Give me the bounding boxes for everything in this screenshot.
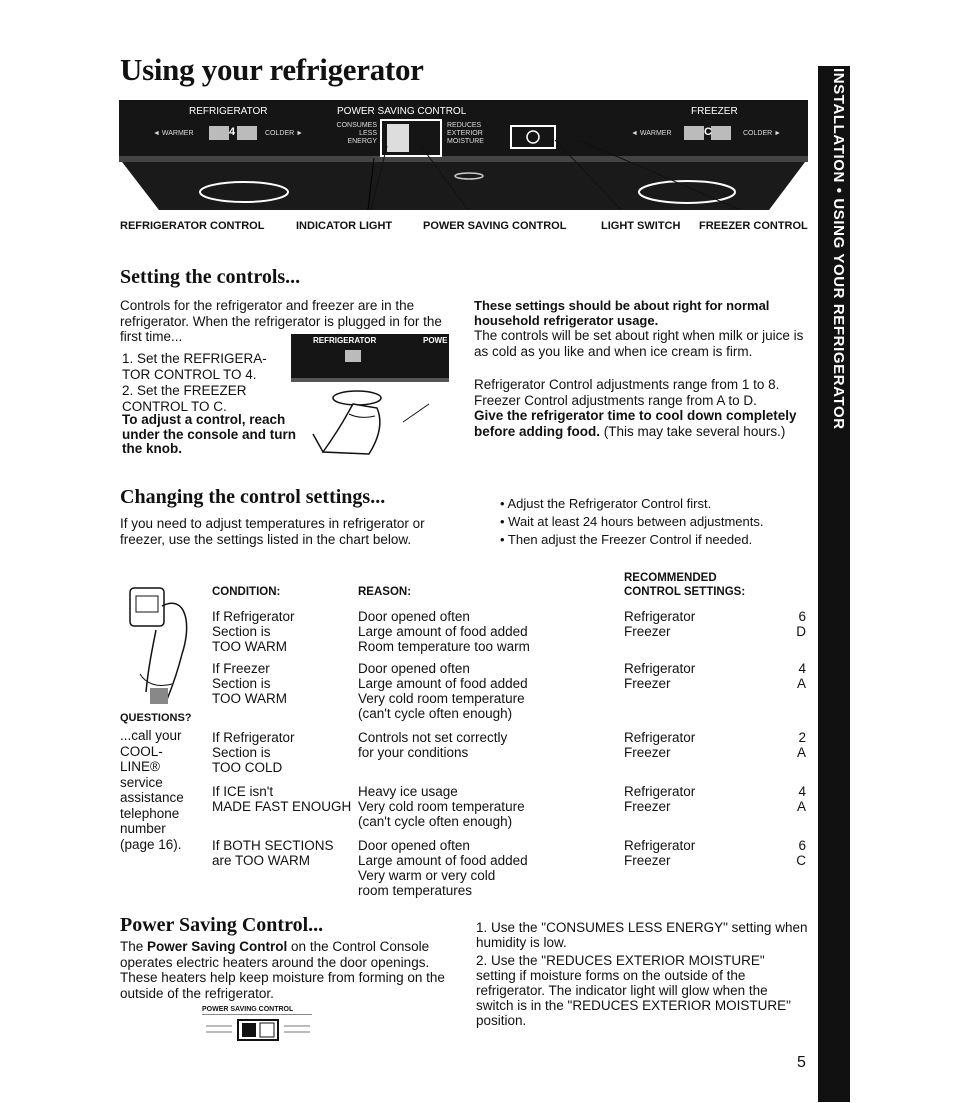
chart-setting-labels <box>624 838 764 868</box>
freezer-colder-label: COLDER ► <box>743 130 782 137</box>
setting-right-p3 <box>474 408 808 439</box>
page-title: Using your refrigerator <box>120 52 424 87</box>
changing-heading: Changing the control settings... <box>120 486 386 508</box>
chart-reason <box>358 838 608 898</box>
chart-condition <box>212 784 352 814</box>
chart-header-reason: REASON: <box>358 586 412 598</box>
fridge-dial-left <box>209 126 229 140</box>
condition-line: If ICE isn't <box>212 784 274 799</box>
reason-line: room temperatures <box>358 883 473 898</box>
chart-condition <box>212 609 352 654</box>
questions-text: ...call your COOL-LINE® service assistance telephone number (page 16). <box>120 728 184 852</box>
power-intro-bold: Power Saving Control <box>147 939 288 954</box>
chart-setting-labels <box>624 784 764 814</box>
telephone-icon <box>126 584 206 710</box>
panel-freezer-label: FREEZER <box>691 106 738 117</box>
chart-setting-values <box>786 784 806 814</box>
chart-setting-labels <box>624 661 764 691</box>
condition-line: If Refrigerator <box>212 730 295 745</box>
power-heading: Power Saving Control... <box>120 914 324 936</box>
condition-line: If Freezer <box>212 661 270 676</box>
setting-label: Refrigerator <box>624 730 696 745</box>
mini-refrigerator-label: REFRIGERATOR <box>313 336 377 345</box>
control-console-illustration <box>119 100 808 210</box>
reason-line: (can't cycle often enough) <box>358 706 513 721</box>
setting-label: Refrigerator <box>624 661 696 676</box>
panel-power-saving-label: POWER SAVING CONTROL <box>337 106 467 117</box>
chart-header-condition: CONDITION: <box>212 586 281 598</box>
adjust-control-note: To adjust a control, reach under the console and turn the knob. <box>122 412 297 456</box>
chart-reason <box>358 730 608 760</box>
setting-value: A <box>796 676 806 691</box>
setting-value: 6 <box>798 838 806 853</box>
setting-label: Refrigerator <box>624 609 696 624</box>
condition-line: If Refrigerator <box>212 609 295 624</box>
power-intro-pre: The <box>120 939 148 954</box>
hand-drawing <box>283 334 449 464</box>
reduces-exterior-moisture-label: REDUCES EXTERIOR MOISTURE <box>447 122 484 145</box>
setting-value: D <box>796 624 806 639</box>
fridge-dial-right <box>237 126 257 140</box>
reason-line: Door opened often <box>358 661 470 676</box>
condition-line: If BOTH SECTIONS <box>212 838 334 853</box>
setting-label: Freezer <box>624 853 671 868</box>
reason-line: Heavy ice usage <box>358 784 458 799</box>
condition-line: Section is <box>212 745 271 760</box>
panel-refrigerator-label: REFRIGERATOR <box>189 106 268 117</box>
callout-freezer-control: FREEZER CONTROL <box>699 220 808 232</box>
setting-step-1: 1. Set the REFRIGERA- TOR CONTROL TO 4. <box>122 351 267 382</box>
chart-setting-labels <box>624 730 764 760</box>
chart-reason <box>358 609 608 654</box>
chart-condition <box>212 838 352 868</box>
indicator-light-icon <box>387 124 409 152</box>
reason-line: Controls not set correctly <box>358 730 508 745</box>
condition-line: MADE FAST ENOUGH <box>212 799 352 814</box>
chart-condition <box>212 661 352 706</box>
chart-setting-labels <box>624 609 764 639</box>
reason-line: Large amount of food added <box>358 624 528 639</box>
setting-value: 2 <box>798 730 806 745</box>
chart-setting-values <box>786 661 806 691</box>
reason-line: for your conditions <box>358 745 469 760</box>
fridge-warmer-label: ◄ WARMER <box>153 130 194 137</box>
reason-line: (can't cycle often enough) <box>358 814 513 829</box>
setting-right-p2: Refrigerator Control adjustments range from 1 to 8. Freezer Control adjustments range from A to D. <box>474 377 780 408</box>
setting-value: 6 <box>798 609 806 624</box>
condition-line: TOO COLD <box>212 760 283 775</box>
fridge-setting-indicator: 4 <box>229 126 236 138</box>
setting-value: 4 <box>798 661 806 676</box>
condition-line: are TOO WARM <box>212 853 311 868</box>
telephone-illustration <box>126 584 206 710</box>
power-intro <box>120 939 450 1001</box>
reason-line: Very cold room temperature <box>358 691 525 706</box>
setting-label: Freezer <box>624 745 671 760</box>
callout-refrigerator-control: REFRIGERATOR CONTROL <box>120 220 265 232</box>
condition-line: TOO WARM <box>212 691 287 706</box>
chart-setting-values <box>786 838 806 868</box>
power-intro-post: on the Control Console operates electric heaters around the door openings. These heaters help keep moisture from forming on the outside of the refrigerator. <box>120 939 445 1001</box>
condition-line: TOO WARM <box>212 639 287 654</box>
freezer-setting-indicator: C <box>704 126 712 138</box>
setting-right-bold: These settings should be about right for normal household refrigerator usage. <box>474 298 770 328</box>
reason-line: Large amount of food added <box>358 853 528 868</box>
power-switch-illustration <box>202 1006 317 1046</box>
cool-down-note: Give the refrigerator time to cool down completely before adding food. <box>474 408 797 439</box>
chart-header-control-settings: CONTROL SETTINGS: <box>624 586 746 598</box>
bullet-item: • Wait at least 24 hours between adjustments. <box>500 514 764 529</box>
reason-line: Room temperature too warm <box>358 639 530 654</box>
condition-line: Section is <box>212 624 271 639</box>
chart-header-recommended: RECOMMENDED <box>624 572 717 584</box>
chart-condition <box>212 730 352 775</box>
fridge-colder-label: COLDER ► <box>265 130 304 137</box>
cool-down-tail: (This may take several hours.) <box>603 423 786 439</box>
setting-right-p1: The controls will be set about right when milk or juice is as cold as you like and when ice cream is firm. <box>474 328 804 359</box>
chart-reason <box>358 784 608 829</box>
condition-line: Section is <box>212 676 271 691</box>
mini-power-saving-label: POWER SAVING CONTROL <box>202 1006 294 1013</box>
setting-intro: Controls for the refrigerator and freezer are in the refrigerator. When the refrigerator is plugged in for the first time... <box>120 298 442 344</box>
power-switch-icon <box>202 1014 317 1046</box>
freezer-dial-left <box>684 126 704 140</box>
setting-label: Freezer <box>624 799 671 814</box>
chart-reason <box>358 661 608 721</box>
questions-label: QUESTIONS? <box>120 712 192 724</box>
bullet-item: • Then adjust the Freezer Control if needed. <box>500 532 753 547</box>
callout-light-switch: LIGHT SWITCH <box>601 220 681 232</box>
callout-indicator-light: INDICATOR LIGHT <box>296 220 393 232</box>
section-tab-label: INSTALLATION • USING YOUR REFRIGERATOR <box>830 68 847 430</box>
reason-line: Very warm or very cold <box>358 868 496 883</box>
reason-line: Door opened often <box>358 609 470 624</box>
hand-adjusting-knob-illustration <box>283 334 449 464</box>
chart-setting-values <box>786 730 806 760</box>
reason-line: Very cold room temperature <box>358 799 525 814</box>
reason-line: Door opened often <box>358 838 470 853</box>
consumes-less-energy-label: CONSUMES LESS ENERGY <box>336 122 377 145</box>
page-number: 5 <box>797 1054 806 1071</box>
setting-value: 4 <box>798 784 806 799</box>
setting-label: Refrigerator <box>624 838 696 853</box>
setting-heading: Setting the controls... <box>120 266 301 288</box>
freezer-dial-right <box>711 126 731 140</box>
callout-power-saving-control: POWER SAVING CONTROL <box>423 220 567 232</box>
setting-value: C <box>796 853 806 868</box>
freezer-warmer-label: ◄ WARMER <box>631 130 672 137</box>
reason-line: Large amount of food added <box>358 676 528 691</box>
setting-value: A <box>796 799 806 814</box>
setting-label: Freezer <box>624 676 671 691</box>
power-item-2: 2. Use the "REDUCES EXTERIOR MOISTURE" setting if moisture forms on the outside of the refrigerator. The indicator light will glow when the switch is in the "REDUCES EXTERIOR MOISTURE" position. <box>476 953 791 1028</box>
setting-label: Refrigerator <box>624 784 696 799</box>
changing-intro: If you need to adjust temperatures in refrigerator or freezer, use the settings listed in the chart below. <box>120 516 425 547</box>
setting-value: A <box>796 745 806 760</box>
chart-setting-values <box>786 609 806 639</box>
power-item-1: 1. Use the "CONSUMES LESS ENERGY" setting when humidity is low. <box>476 920 808 950</box>
setting-label: Freezer <box>624 624 671 639</box>
bullet-item: • Adjust the Refrigerator Control first. <box>500 496 712 511</box>
mini-power-label: POWE <box>423 336 448 345</box>
setting-step-2: 2. Set the FREEZER CONTROL TO C. <box>122 383 247 414</box>
section-tab <box>818 66 850 1102</box>
changing-bullet-list <box>500 495 810 549</box>
